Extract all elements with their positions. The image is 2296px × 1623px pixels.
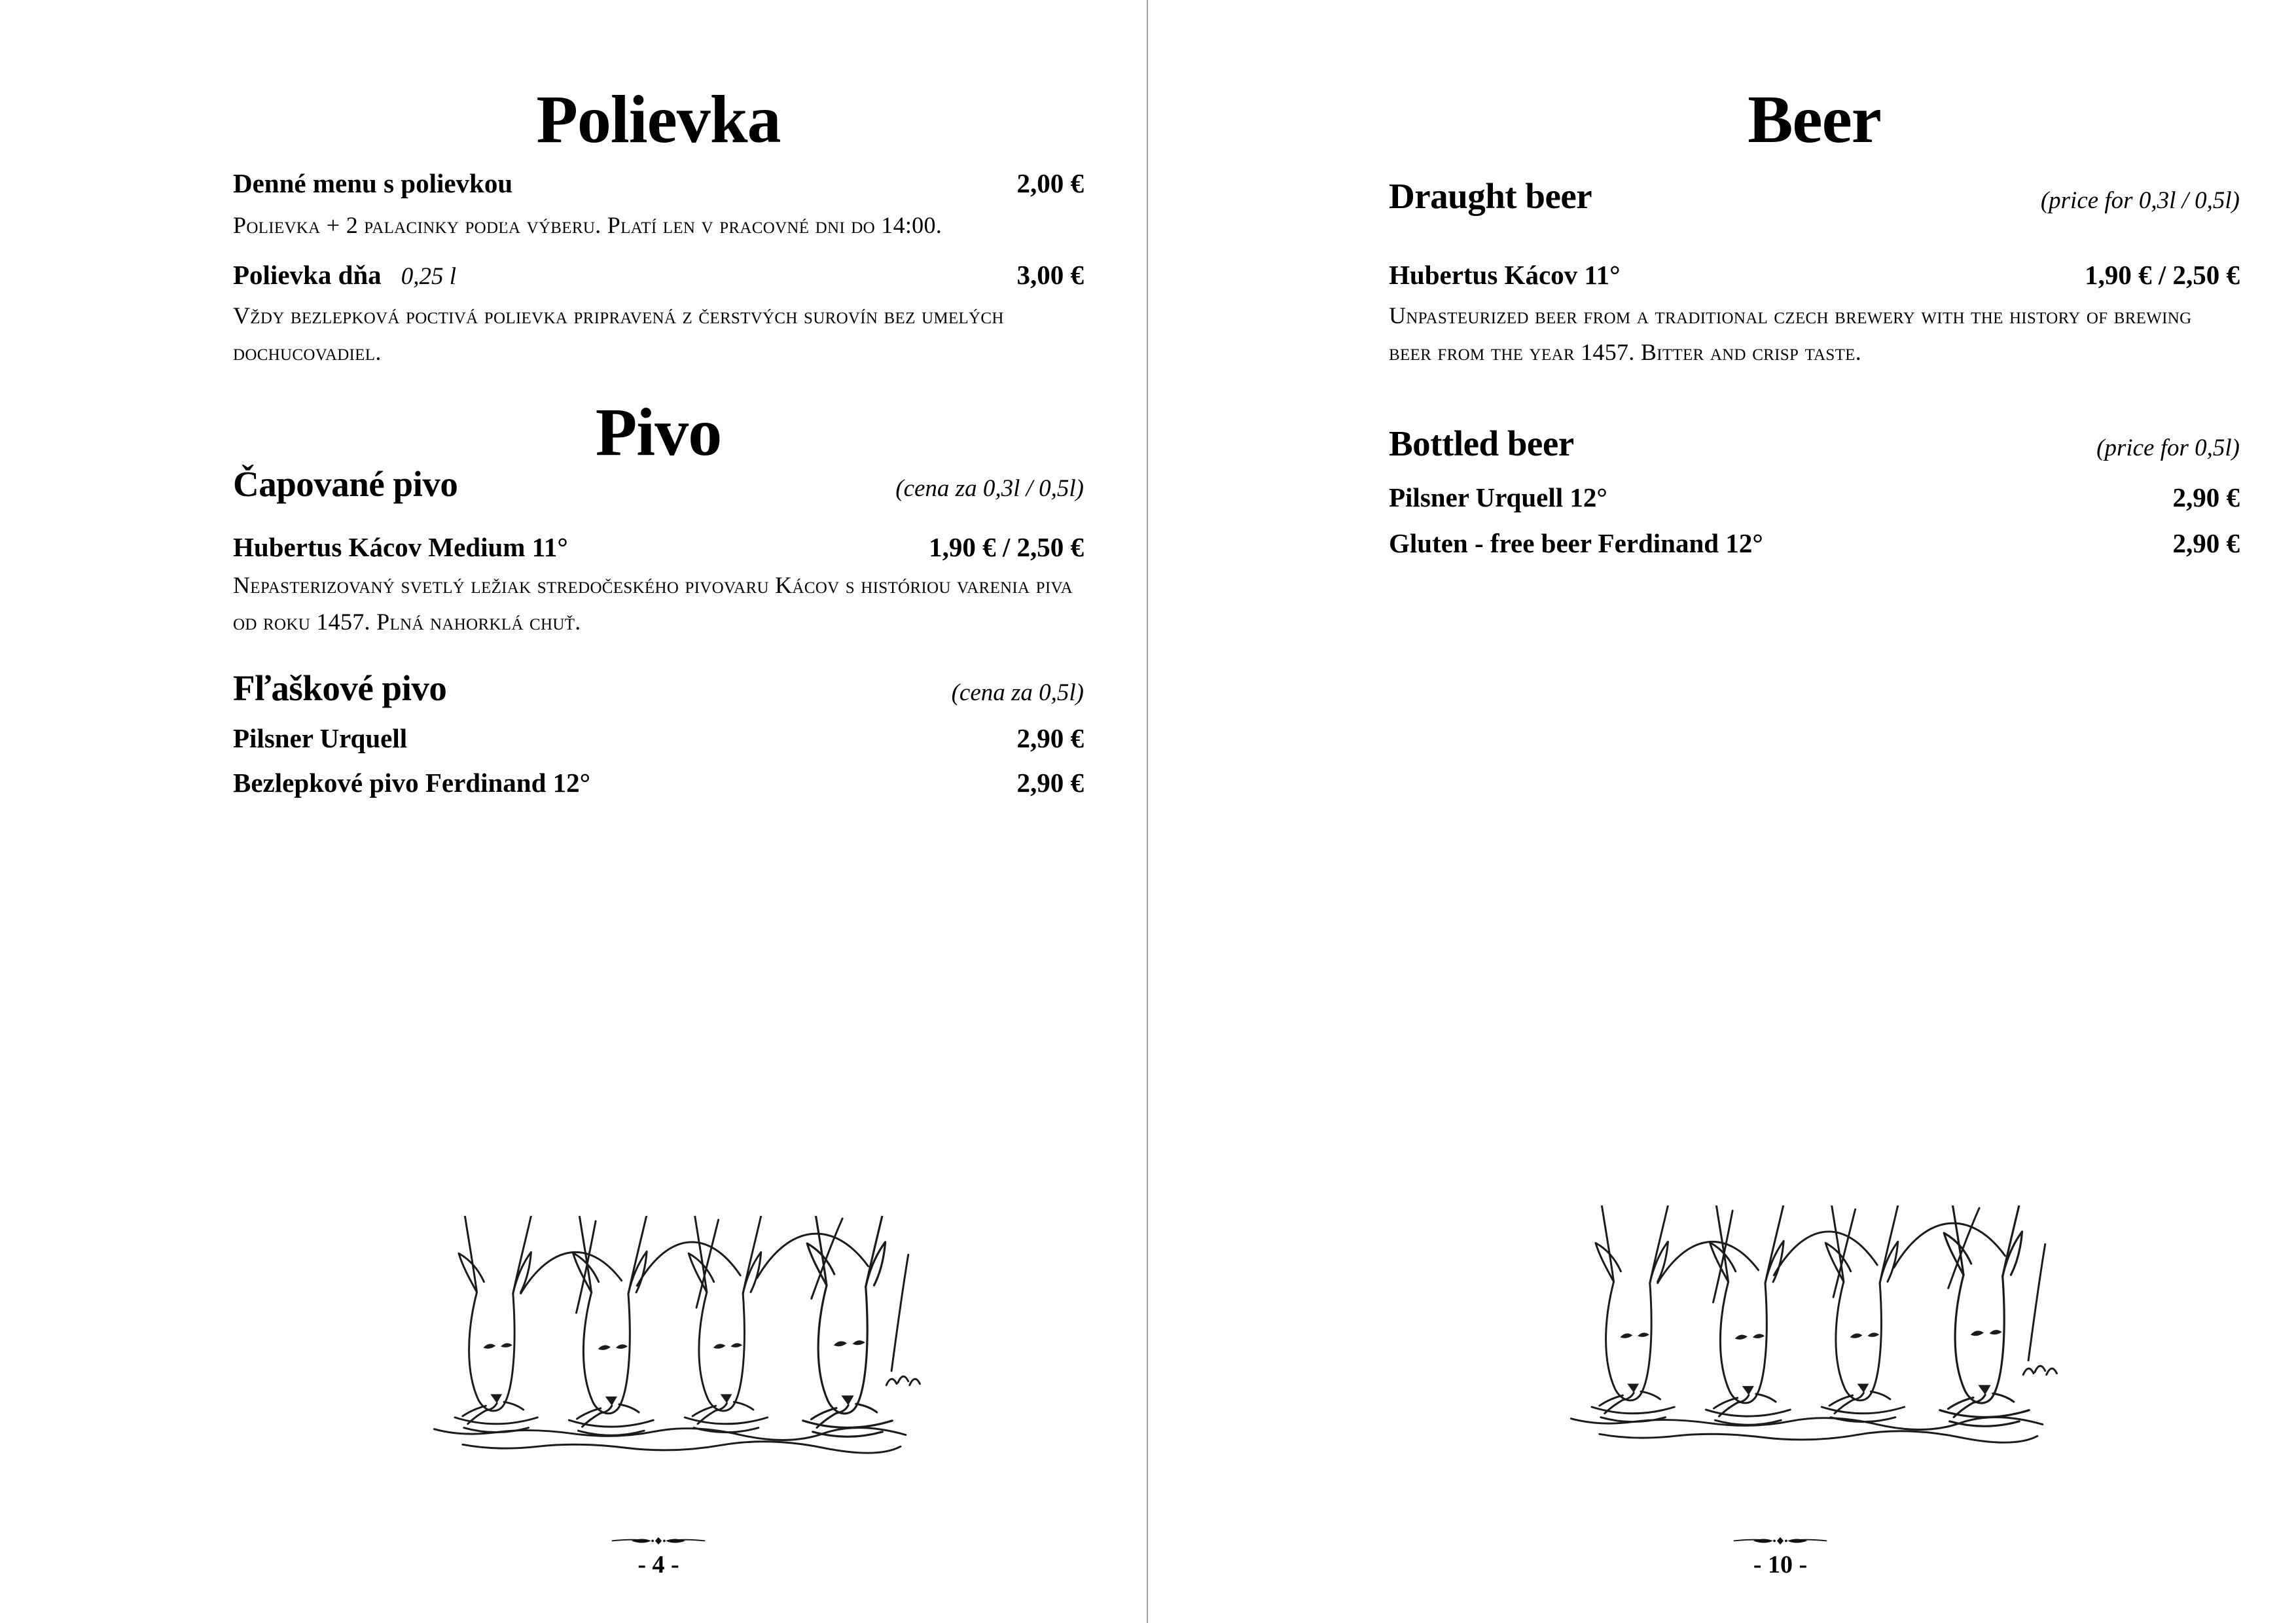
lions-drinking-illustration bbox=[422, 1216, 929, 1461]
page-divider bbox=[1147, 0, 1148, 1623]
item-price: 1,90 € / 2,50 € bbox=[929, 532, 1084, 562]
section-price-note: (price for 0,5l) bbox=[2096, 435, 2240, 461]
item-name: Pilsner Urquell bbox=[233, 723, 408, 753]
item-description: Vždy bezlepková poctivá polievka pripravená z čerstvých surovín bez umelých dochucovadiel. bbox=[233, 302, 1004, 365]
page-number: - 10 - bbox=[1753, 1551, 1808, 1578]
page-footer bbox=[233, 1535, 1084, 1579]
item-name: Hubertus Kácov Medium 11° bbox=[233, 532, 568, 562]
lions-drinking-illustration bbox=[1559, 1205, 2066, 1451]
item-name: Bezlepkové pivo Ferdinand 12° bbox=[233, 768, 591, 798]
menu-item bbox=[1389, 482, 2240, 513]
page-title-soup: Polievka bbox=[536, 82, 781, 157]
section-heading-row bbox=[1389, 423, 2240, 464]
item-price: 1,90 € / 2,50 € bbox=[2085, 260, 2240, 290]
menu-item bbox=[233, 767, 1084, 798]
item-size: 0,25 l bbox=[401, 263, 456, 290]
item-name: Hubertus Kácov 11° bbox=[1389, 260, 1621, 290]
page-number: - 4 - bbox=[637, 1551, 679, 1578]
page-left bbox=[233, 0, 1084, 1623]
footer-ornament-icon bbox=[1731, 1535, 1829, 1546]
section-heading-row bbox=[233, 668, 1084, 709]
page-title-beer: Pivo bbox=[595, 395, 722, 470]
item-price: 2,90 € bbox=[1016, 723, 1084, 753]
page-right bbox=[1389, 0, 2240, 1623]
section-heading-row bbox=[233, 463, 1084, 505]
item-price: 2,90 € bbox=[2172, 528, 2240, 558]
item-description: Polievka + 2 palacinky podľa výberu. Platí len v pracovné dni do 14:00. bbox=[233, 212, 942, 238]
menu-item bbox=[233, 531, 1084, 563]
section-heading: Čapované pivo bbox=[233, 464, 458, 504]
page-title-beer-en: Beer bbox=[1748, 82, 1881, 157]
section-price-note: (price for 0,3l / 0,5l) bbox=[2040, 187, 2240, 214]
section-heading: Fľaškové pivo bbox=[233, 668, 447, 708]
menu-item bbox=[233, 168, 1084, 199]
item-name: Denné menu s polievkou bbox=[233, 168, 513, 198]
item-description: Unpasteurized beer from a traditional czech brewery with the history of brewing beer from the year 1457. Bitter and crisp taste. bbox=[1389, 302, 2192, 365]
page-footer bbox=[1355, 1535, 2206, 1579]
section-price-note: (cena za 0,3l / 0,5l) bbox=[895, 475, 1084, 502]
item-description: Nepasterizovaný svetlý ležiak stredočeského pivovaru Kácov s históriou varenia piva od roku 1457. Plná nahorklá chuť. bbox=[233, 572, 1073, 635]
menu-item bbox=[233, 722, 1084, 754]
section-price-note: (cena za 0,5l) bbox=[951, 679, 1084, 706]
item-name: Pilsner Urquell 12° bbox=[1389, 482, 1607, 512]
item-name: Polievka dňa bbox=[233, 260, 382, 290]
footer-ornament-icon bbox=[609, 1535, 708, 1546]
menu-item bbox=[1389, 527, 2240, 559]
item-price: 3,00 € bbox=[1016, 260, 1084, 290]
item-name-group bbox=[233, 259, 456, 291]
section-heading-row bbox=[1389, 175, 2240, 217]
item-name: Gluten - free beer Ferdinand 12° bbox=[1389, 528, 1763, 558]
section-heading: Bottled beer bbox=[1389, 423, 1574, 463]
section-heading: Draught beer bbox=[1389, 176, 1592, 216]
menu-item bbox=[1389, 259, 2240, 291]
item-price: 2,00 € bbox=[1016, 168, 1084, 198]
item-price: 2,90 € bbox=[2172, 482, 2240, 512]
item-price: 2,90 € bbox=[1016, 768, 1084, 798]
menu-item bbox=[233, 259, 1084, 291]
